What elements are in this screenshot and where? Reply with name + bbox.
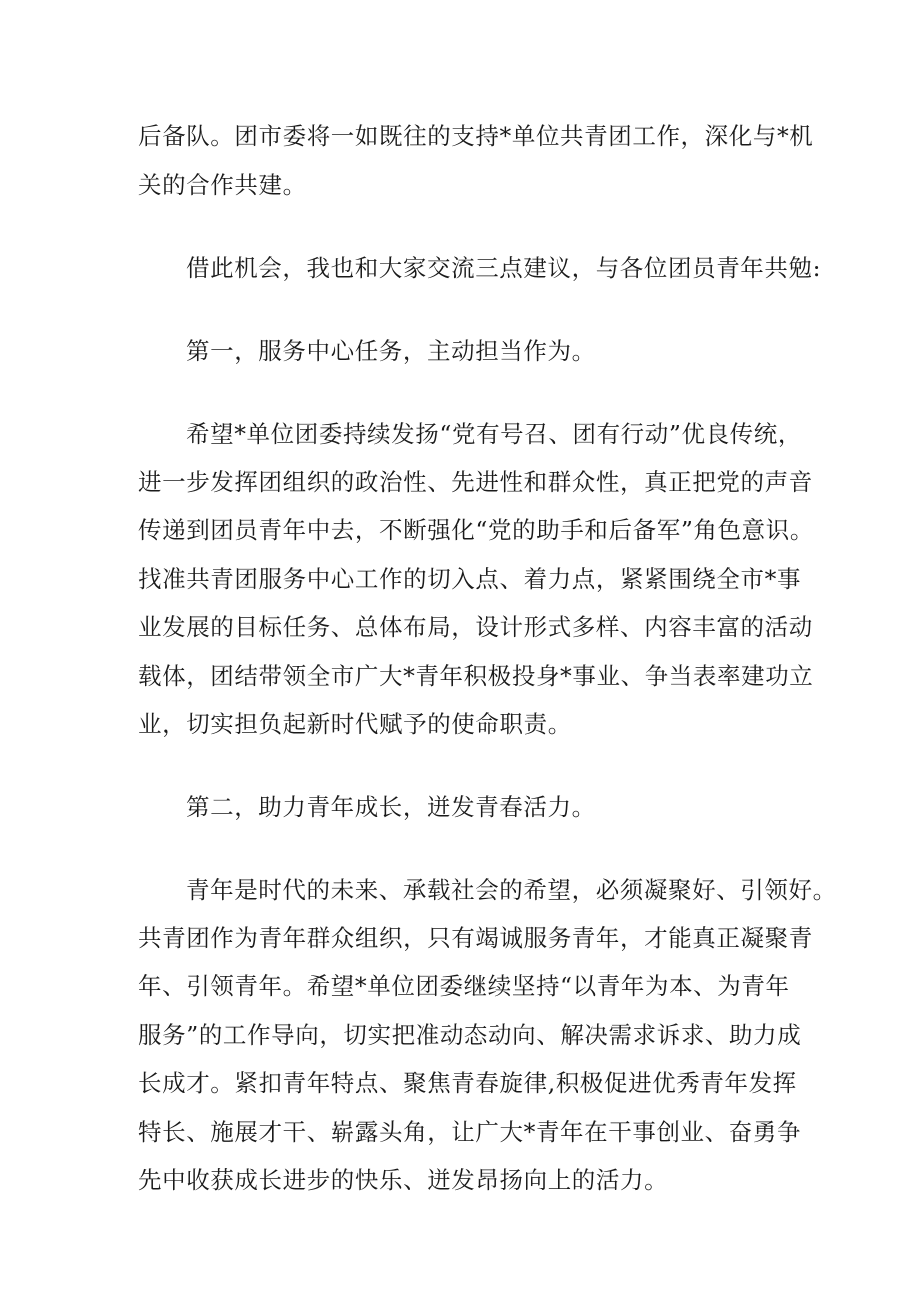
paragraph-line: 找准共青团服务中心工作的切入点、着力点，紧紧围绕全市*事	[138, 565, 802, 593]
paragraph-line: 业，切实担负起新时代赋予的使命职责。	[138, 710, 572, 738]
paragraph-line: 年、引领青年。希望*单位团委继续坚持“以青年为本、为青年	[138, 972, 790, 1000]
paragraph-line: 关的合作共建。	[138, 171, 307, 199]
paragraph-line: 特长、施展才干、崭露头角，让广大*青年在干事创业、奋勇争	[138, 1118, 802, 1146]
paragraph-line: 载体，团结带领全市广大*青年积极投身*事业、争当表率建功立	[138, 662, 814, 690]
paragraph-line: 后备队。团市委将一如既往的支持*单位共青团工作，深化与*机	[138, 122, 814, 150]
paragraph-line: 青年是时代的未来、承载社会的希望，必须凝聚好、引领好。	[186, 876, 837, 904]
paragraph-line: 共青团作为青年群众组织，只有竭诚服务青年，才能真正凝聚青	[138, 924, 813, 952]
paragraph-line: 传递到团员青年中去，不断强化“党的助手和后备军”角色意识。	[138, 516, 814, 544]
paragraph-line: 长成才。紧扣青年特点、聚焦青春旋律,积极促进优秀青年发挥	[138, 1069, 797, 1097]
section-heading: 第二，助力青年成长，迸发青春活力。	[186, 793, 596, 821]
paragraph-line: 希望*单位团委持续发扬“党有号召、团有行动”优良传统，	[186, 420, 802, 448]
section-heading: 第一，服务中心任务，主动担当作为。	[186, 337, 596, 365]
paragraph-line: 借此机会，我也和大家交流三点建议，与各位团员青年共勉:	[186, 254, 822, 282]
paragraph-line: 服务”的工作导向，切实把准动态动向、解决需求诉求、助力成	[138, 1021, 802, 1049]
paragraph-line: 业发展的目标任务、总体布局，设计形式多样、内容丰富的活动	[138, 613, 813, 641]
paragraph-line: 先中收获成长进步的快乐、迸发昂扬向上的活力。	[138, 1166, 669, 1194]
paragraph-line: 进一步发挥团组织的政治性、先进性和群众性，真正把党的声音	[138, 468, 813, 496]
